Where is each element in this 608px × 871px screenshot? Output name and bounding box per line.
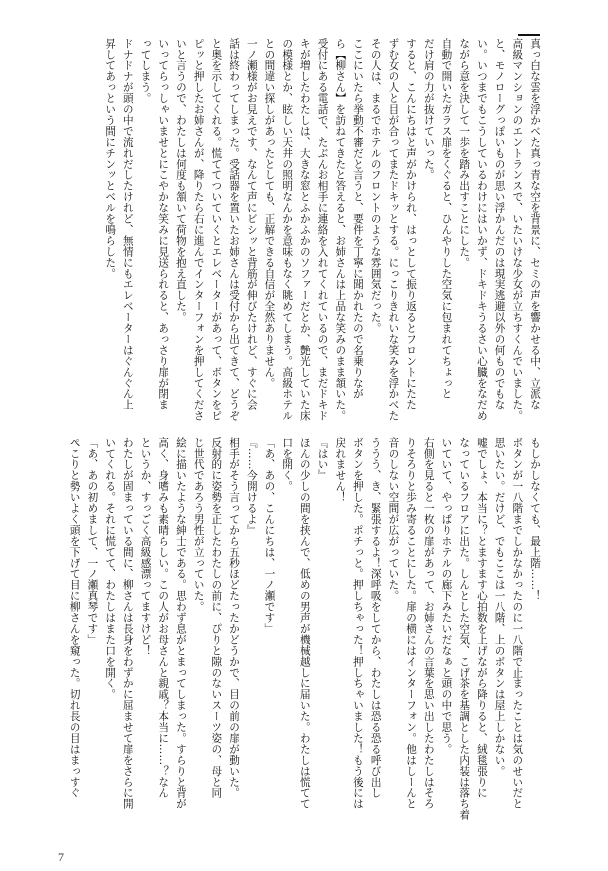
text-line: い。いつまでもこうしているわけにはいかず、ドキドキうるさい心臓をなだめ bbox=[475, 38, 488, 422]
text-line: ってしまう。 bbox=[139, 38, 152, 104]
text-line: 嘘でしょ、本当に？とますます心拍数を上げながら降りると、絨毯張りに bbox=[475, 437, 488, 799]
text-line: すると、こんにちはと声がかけられ、はっとして振り返るとフロントにたた bbox=[405, 38, 418, 411]
text-line: ずむ女の人と目が合ってまたドキッとする。にっこりきれいな笑みを浮かべた bbox=[387, 38, 400, 422]
text-line: ううう、き、緊張するよ！深呼吸をしてから、わたしは恐る恐る呼び出し bbox=[369, 437, 382, 799]
text-line: の模様とか、眩しい天井の照明なんかを意味もなく眺めてしまう。高級ホテル bbox=[281, 38, 294, 422]
text-line: と奥を示してくれる。慌ててついていくとエレベーターがあって、ボタンをピ bbox=[210, 38, 223, 422]
text-line: なっているフロアに出た。しんとした空気、こげ茶を基調とした内装は落ち着 bbox=[458, 437, 471, 821]
text-line: 戻れません！ bbox=[334, 437, 347, 503]
text-line: 絵に描いたような紳士である。思わず息がとまってしまった。すらりと背が bbox=[174, 437, 187, 810]
text-line: 高く、身嗜みも素晴らしい。この人がお母さんと親戚？本当に……？なん bbox=[157, 437, 170, 799]
text-line: いてくれる。それに慌てて、わたしはまた口を開く。 bbox=[104, 437, 117, 700]
text-line: ここにいたら挙動不審だと言うと、要件を丁寧に聞かれたので名乗りなが bbox=[351, 38, 364, 400]
text-line: 右側を見ると一枚の扉があって、お姉さんの言葉を思い出したわたしはそろ bbox=[422, 437, 435, 810]
text-line: ら【柳さん】を訪ねてきたと答えると、お姉さんは上品な笑みのまま頷いた。 bbox=[334, 38, 347, 422]
section-start-mark bbox=[518, 34, 540, 36]
lower-text-block bbox=[68, 437, 543, 832]
text-line: 口を開く。 bbox=[281, 437, 294, 492]
text-line: ながら意を決して一歩を踏み出すことにした。 bbox=[458, 38, 471, 268]
text-line: ぺこりと勢いよく頭を下げて目に柳さんを窺った。切れ長の目はまっすぐ bbox=[68, 437, 81, 799]
text-line: いってらっしゃいませとにこやかな笑みに見送られると、あっさり扉が閉ま bbox=[157, 38, 170, 411]
text-line: りそろりと歩み寄ることにした。扉の横にはインターフォン。他はしーんと bbox=[405, 437, 418, 810]
text-line: 一ノ瀬様がお見えです、なんて声にビシッと背筋が伸びたけれど、すぐに会 bbox=[245, 38, 258, 411]
upper-text-block bbox=[83, 38, 543, 423]
text-line: いと言うので、わたしは何度も頷いて荷物を抱え直した。 bbox=[174, 38, 187, 323]
text-line: 「あ、あの、こんにちは、一ノ瀬です」 bbox=[263, 437, 276, 635]
text-line: というか、すっごく高級感漂ってますけど！ bbox=[139, 437, 152, 656]
text-line: いていて、やっぱりホテルの廊下みたいだなぁと頭の中で思う。 bbox=[440, 437, 453, 755]
text-line: 相手がそう言ってから五秒ほどたったかどうかで、目の前の扉が動いた。 bbox=[228, 437, 241, 799]
text-line: 昇してあっという間にチンッとベルを鳴らした。 bbox=[104, 38, 117, 279]
text-line: キが増したわたしは、大きな窓とふかふかのソファーだとか、艶光していた床 bbox=[298, 38, 311, 422]
text-line: ボタンが一八階までしかなかったのに一八階で止まったことは気のせいだと bbox=[511, 437, 524, 810]
text-line: との間違い探しがあったとしても、正解できる自信が全然ありません。 bbox=[263, 38, 276, 389]
text-line: じ世代であろう男性が立っていた。 bbox=[192, 437, 205, 613]
text-line: ボタンを押した。ポチっと。押しちゃった！押しちゃいました！もう後には bbox=[351, 437, 364, 810]
text-line: わたしが固まっている間に、柳さんは長身をわずかに屈ませて扉をさらに開 bbox=[121, 437, 134, 810]
text-line: 自動で開いたガラス扉をくぐると、ひんやりした空気に包まれてちょっと bbox=[440, 38, 453, 400]
text-line: 『……今開けるよ』 bbox=[245, 437, 258, 536]
text-line: もしかしなくても、最上階……！ bbox=[529, 437, 541, 602]
text-line: ドナドナが頭の中で流れだしたけれど、無情にもエレベーターはぐんぐん上 bbox=[121, 38, 134, 411]
text-line: 高級マンションのエントランスで、いたいけな少女が立ちすくんでいました。 bbox=[511, 38, 524, 422]
text-line: ピッと押したお姉さんが、降りたら右に進んでインターフォンを押してくださ bbox=[192, 38, 205, 422]
page-number: 7 bbox=[58, 850, 64, 864]
text-line: その人は、まるでホテルのフロントのような雰囲気だった。 bbox=[369, 38, 382, 334]
text-line: 『はい』 bbox=[316, 437, 329, 481]
text-line: だけ肩の力が抜けていった。 bbox=[422, 38, 435, 181]
text-line: ほんの少しの間を挟んで、低めの男声が機械越しに届いた。わたしは慌てて bbox=[298, 437, 311, 810]
text-line: 「あ、あの初めまして、一ノ瀬真琴です」 bbox=[86, 437, 99, 646]
text-line: 受付にある電話で、たぶんお相手に連絡を入れてくれているので、まだドキド bbox=[316, 38, 329, 422]
text-line: 音のしない空間が広がっていた。 bbox=[387, 437, 400, 602]
text-line: 話は終わってしまった。受話器を置いたお姉さんは受付から出てきて、どうぞ bbox=[228, 38, 241, 422]
text-line: 真っ白な雲を浮かべた真っ青な空を背景に、セミの声を響かせる中、立派な bbox=[529, 38, 541, 411]
text-line: 反射的に姿勢を正したわたしの前に、ぴりと隙のないスーツ姿の、母と同 bbox=[210, 437, 223, 799]
text-line: 思いたい。だけど、でもここは一八階、上のボタンは屋上しかない。 bbox=[493, 437, 506, 777]
text-line: と、モノローグっぽいものが思い浮かんだのは現実逃避以外の何ものでもな bbox=[493, 38, 506, 411]
